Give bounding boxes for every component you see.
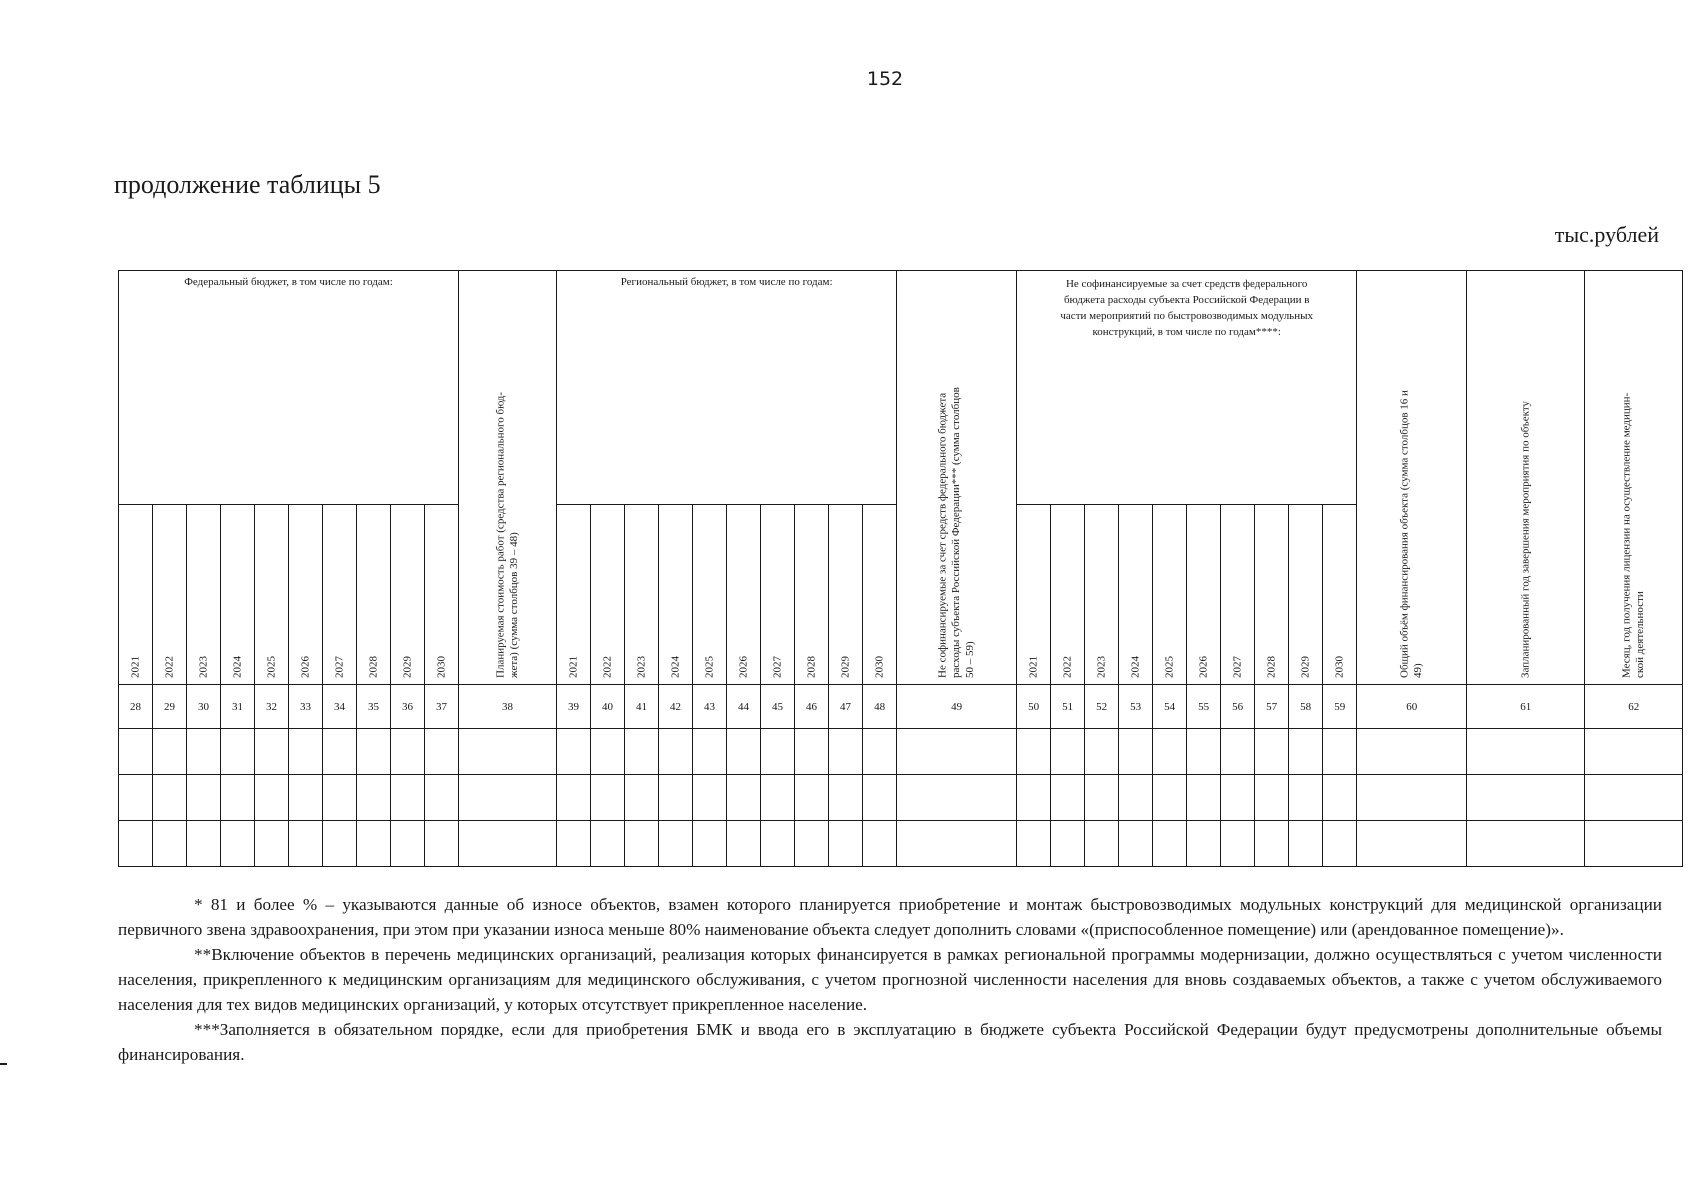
footnote-2: **Включение объектов в перечень медицинских организаций, реализация которых финансируется в рамках региональной программы модернизации, должно осуществляться с учетом численности населения, прикрепленного к медицинским организациям для медицинского обслуживания, с учетом прогнозной численности населения для вновь создаваемых объектов, а также с учетом обслуживаемого населения для тех видов медицинских организаций, у которых отсутствует прикрепленное население.: [118, 945, 1662, 1014]
table-cell: [897, 729, 1017, 775]
license-line1: Месяц, год получения лицензии на осуществление медицин-: [1619, 392, 1632, 678]
table-cell: [459, 775, 557, 821]
table-cell: [557, 729, 591, 775]
table-cell: [1017, 775, 1051, 821]
table-cell: [459, 821, 557, 867]
table-cell: [1119, 775, 1153, 821]
bmk-line3: части мероприятий по быстровозводимых модульных: [1060, 309, 1313, 322]
table-cell: [1153, 729, 1187, 775]
year-header: 2028: [357, 505, 391, 685]
table-cell: [1323, 729, 1357, 775]
table-cell: [255, 821, 289, 867]
column-number: 55: [1187, 685, 1221, 729]
table-cell: [591, 775, 625, 821]
table-cell: [289, 729, 323, 775]
table-cell: [187, 821, 221, 867]
table-cell: [659, 775, 693, 821]
table-cell: [187, 729, 221, 775]
table-cell: [1323, 821, 1357, 867]
table-cell: [323, 821, 357, 867]
table-cell: [119, 729, 153, 775]
year-header: 2023: [187, 505, 221, 685]
column-number: 30: [187, 685, 221, 729]
table-cell: [289, 821, 323, 867]
table-cell: [1085, 775, 1119, 821]
table-caption: продолжение таблицы 5: [114, 170, 381, 199]
table-cell: [1467, 821, 1585, 867]
year-header: 2030: [863, 505, 897, 685]
table-cell: [391, 729, 425, 775]
column-number: 60: [1357, 685, 1467, 729]
table-cell: [829, 821, 863, 867]
table-cell: [1187, 775, 1221, 821]
table-cell: [727, 821, 761, 867]
column-number: 57: [1255, 685, 1289, 729]
year-header: 2024: [1119, 505, 1153, 685]
year-header: 2021: [1017, 505, 1051, 685]
table-cell: [221, 821, 255, 867]
column-number: 31: [221, 685, 255, 729]
table-cell: [659, 821, 693, 867]
column-number: 38: [459, 685, 557, 729]
year-header: 2022: [153, 505, 187, 685]
table-cell: [1153, 821, 1187, 867]
table-cell: [1585, 821, 1683, 867]
table-cell: [761, 821, 795, 867]
total-line2: 49): [1411, 663, 1424, 678]
table-cell: [153, 729, 187, 775]
table-cell: [761, 775, 795, 821]
year-header: 2027: [761, 505, 795, 685]
table-cell: [863, 729, 897, 775]
license-date-header: [1585, 271, 1683, 685]
not-cofinanced-line2: расходы субъекта Российской Федерации*** (сумма столбцов: [949, 387, 962, 678]
table-cell: [625, 729, 659, 775]
year-header: 2024: [659, 505, 693, 685]
not-cofinanced-line1: Не софинансируемые за счет средств федерального бюджета: [936, 392, 949, 678]
table-cell: [795, 729, 829, 775]
footnote-1: * 81 и более % – указываются данные об износе объектов, взамен которого планируется приобретение и монтаж быстровозводимых модульных конструкций для медицинской организации первичного звена здравоохранения, при этом при указании износа меньше 80% наименование объекта следует дополнить словами «(приспособленное помещение) или (арендованное помещение)».: [118, 895, 1662, 939]
table-cell: [1051, 775, 1085, 821]
bmk-line4: конструкций, в том числе по годам****:: [1092, 325, 1281, 338]
table-cell: [761, 729, 795, 775]
table-row: [119, 775, 1683, 821]
column-number: 56: [1221, 685, 1255, 729]
table-cell: [863, 775, 897, 821]
year-header: 2023: [1085, 505, 1119, 685]
table-cell: [1221, 821, 1255, 867]
table-cell: [1357, 821, 1467, 867]
column-number: 61: [1467, 685, 1585, 729]
table-cell: [829, 775, 863, 821]
column-number: 51: [1051, 685, 1085, 729]
column-number: 47: [829, 685, 863, 729]
column-number: 39: [557, 685, 591, 729]
table-cell: [1585, 775, 1683, 821]
table-cell: [425, 821, 459, 867]
table-cell: [1187, 821, 1221, 867]
table-cell: [425, 729, 459, 775]
table-row: [119, 729, 1683, 775]
bmk-line1: Не софинансируемые за счет средств федерального: [1065, 278, 1308, 290]
year-header: 2026: [289, 505, 323, 685]
column-number: 50: [1017, 685, 1051, 729]
table-cell: [863, 821, 897, 867]
year-header: 2030: [425, 505, 459, 685]
table-cell: [1289, 729, 1323, 775]
table-cell: [1357, 729, 1467, 775]
year-header: 2022: [1051, 505, 1085, 685]
table-cell: [829, 729, 863, 775]
completion-year-text: Запланированный год завершения мероприятия по объекту: [1519, 400, 1532, 678]
table-cell: [727, 729, 761, 775]
column-number: 33: [289, 685, 323, 729]
column-number: 54: [1153, 685, 1187, 729]
table-cell: [1289, 775, 1323, 821]
column-number: 44: [727, 685, 761, 729]
year-header: 2025: [255, 505, 289, 685]
regional-budget-header: Региональный бюджет, в том числе по годам:: [557, 271, 897, 505]
table-cell: [357, 775, 391, 821]
table-cell: [1467, 729, 1585, 775]
table-cell: [153, 821, 187, 867]
units-label: тыс.рублей: [1554, 222, 1659, 247]
year-header: 2029: [1289, 505, 1323, 685]
year-header: 2028: [795, 505, 829, 685]
bmk-line2: бюджета расходы субъекта Российской Федерации в: [1063, 293, 1310, 306]
financing-table: [118, 270, 1662, 866]
table-cell: [357, 821, 391, 867]
table-cell: [119, 775, 153, 821]
page-number: 152: [866, 68, 904, 90]
year-header: 2024: [221, 505, 255, 685]
table-cell: [1467, 775, 1585, 821]
table-cell: [659, 729, 693, 775]
footnote-3: ***Заполняется в обязательном порядке, если для приобретения БМК и ввода его в эксплуатацию в бюджете субъекта Российской Федерации будут предусмотрены дополнительные объемы финансирования.: [118, 1020, 1662, 1064]
table-cell: [119, 821, 153, 867]
column-number: 41: [625, 685, 659, 729]
table-cell: [557, 821, 591, 867]
table-cell: [693, 775, 727, 821]
table-cell: [897, 775, 1017, 821]
column-number: 34: [323, 685, 357, 729]
table-cell: [557, 775, 591, 821]
table-cell: [1119, 729, 1153, 775]
column-number: 49: [897, 685, 1017, 729]
column-number: 58: [1289, 685, 1323, 729]
margin-mark: [0, 1063, 7, 1065]
table-cell: [1357, 775, 1467, 821]
column-number: 32: [255, 685, 289, 729]
table-cell: [1221, 729, 1255, 775]
table-cell: [1255, 775, 1289, 821]
column-number: 45: [761, 685, 795, 729]
planned-cost-line1: Планируемая стоимость работ (средства регионального бюд-: [493, 391, 506, 678]
year-header: 2023: [625, 505, 659, 685]
column-number: 48: [863, 685, 897, 729]
table-cell: [591, 821, 625, 867]
table-cell: [1017, 821, 1051, 867]
table-cell: [323, 775, 357, 821]
column-number: 36: [391, 685, 425, 729]
table-cell: [357, 729, 391, 775]
year-header: 2026: [727, 505, 761, 685]
table-cell: [1255, 729, 1289, 775]
table-cell: [1221, 775, 1255, 821]
column-number: 37: [425, 685, 459, 729]
table-cell: [1153, 775, 1187, 821]
table-cell: [1051, 729, 1085, 775]
table-cell: [625, 821, 659, 867]
not-cofinanced-line3: 50 – 59): [963, 641, 976, 678]
column-number: 40: [591, 685, 625, 729]
table-cell: [1017, 729, 1051, 775]
table-row: [119, 821, 1683, 867]
year-header: 2030: [1323, 505, 1357, 685]
table-cell: [391, 775, 425, 821]
table-cell: [591, 729, 625, 775]
year-header: 2027: [1221, 505, 1255, 685]
table-cell: [795, 821, 829, 867]
table-cell: [187, 775, 221, 821]
year-header: 2029: [829, 505, 863, 685]
table-cell: [1119, 821, 1153, 867]
column-number: 53: [1119, 685, 1153, 729]
table-cell: [323, 729, 357, 775]
table-cell: [1255, 821, 1289, 867]
table-cell: [1289, 821, 1323, 867]
table-cell: [425, 775, 459, 821]
table-cell: [1051, 821, 1085, 867]
table-cell: [1585, 729, 1683, 775]
table-cell: [459, 729, 557, 775]
table-cell: [897, 821, 1017, 867]
footnotes: [118, 892, 1662, 1067]
column-number: 62: [1585, 685, 1683, 729]
column-number-row: [119, 685, 1683, 729]
bmk-expenses-header: [1017, 271, 1357, 505]
year-header: 2022: [591, 505, 625, 685]
column-number: 42: [659, 685, 693, 729]
year-header: 2025: [1153, 505, 1187, 685]
table-cell: [289, 775, 323, 821]
table-cell: [221, 775, 255, 821]
table-cell: [693, 729, 727, 775]
column-number: 46: [795, 685, 829, 729]
table-cell: [795, 775, 829, 821]
table-cell: [391, 821, 425, 867]
column-number: 35: [357, 685, 391, 729]
table-cell: [727, 775, 761, 821]
year-header: 2028: [1255, 505, 1289, 685]
year-header: 2027: [323, 505, 357, 685]
planned-cost-header: [459, 271, 557, 685]
table-cell: [1085, 729, 1119, 775]
table-cell: [1323, 775, 1357, 821]
column-number: 43: [693, 685, 727, 729]
total-line1: Общий объём финансирования объекта (сумма столбцов 16 и: [1397, 390, 1410, 678]
year-header: 2021: [119, 505, 153, 685]
table-cell: [153, 775, 187, 821]
year-header: 2021: [557, 505, 591, 685]
year-header: 2026: [1187, 505, 1221, 685]
total-financing-header: [1357, 271, 1467, 685]
table-cell: [1187, 729, 1221, 775]
table-cell: [1085, 821, 1119, 867]
completion-year-header: [1467, 271, 1585, 685]
year-header: 2029: [391, 505, 425, 685]
not-cofinanced-header: [897, 271, 1017, 685]
table-cell: [255, 729, 289, 775]
planned-cost-line2: жета) (сумма столбцов 39 – 48): [507, 532, 520, 678]
table-cell: [693, 821, 727, 867]
column-number: 28: [119, 685, 153, 729]
table-cell: [221, 729, 255, 775]
column-number: 59: [1323, 685, 1357, 729]
table-cell: [255, 775, 289, 821]
table-cell: [625, 775, 659, 821]
federal-budget-header: Федеральный бюджет, в том числе по годам:: [119, 271, 459, 505]
column-number: 29: [153, 685, 187, 729]
license-line2: ской деятельности: [1633, 591, 1646, 678]
column-number: 52: [1085, 685, 1119, 729]
year-header: 2025: [693, 505, 727, 685]
